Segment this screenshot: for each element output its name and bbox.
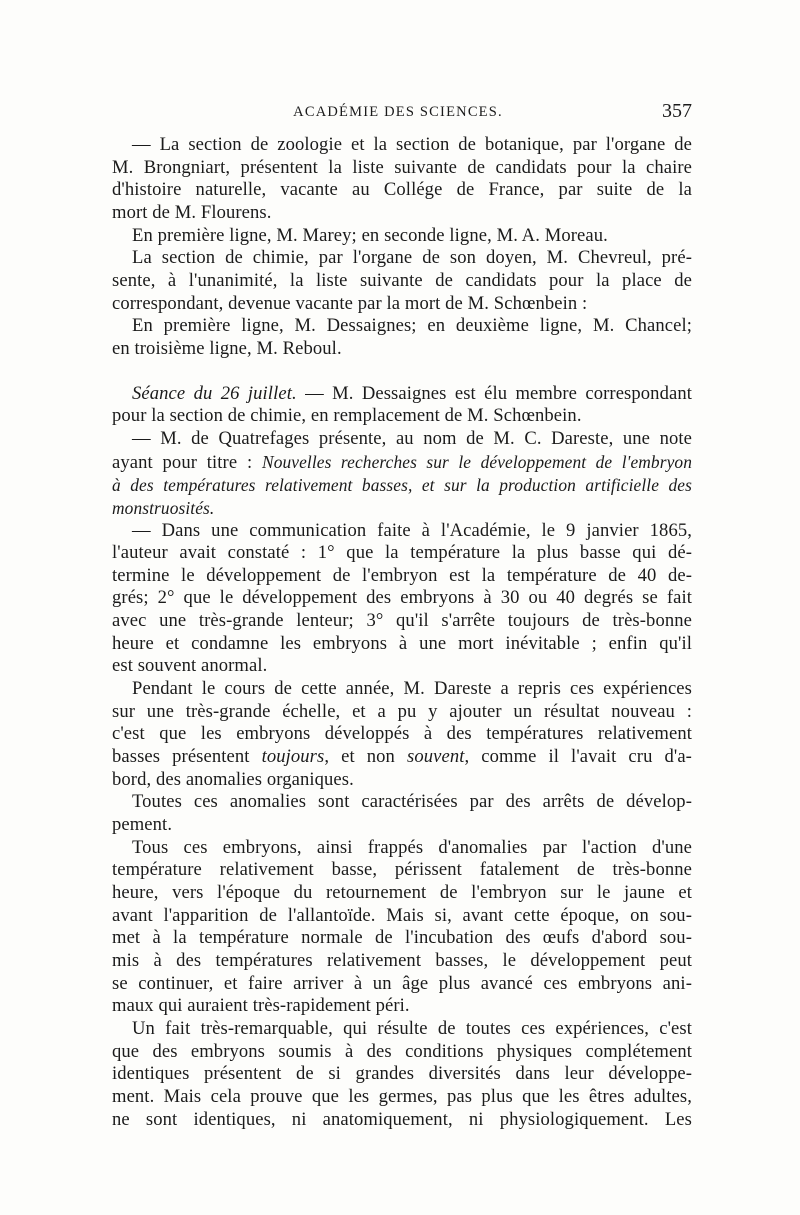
text-line: est souvent anormal.	[112, 655, 268, 677]
text-line: — M. de Quatrefages présente, au nom de M. C. Dareste, une note	[132, 427, 692, 449]
text-span: basses présentent	[112, 746, 262, 768]
paragraph-remarkable-fact	[112, 1018, 692, 1131]
text-line: bord, des anomalies organiques.	[112, 768, 354, 790]
paragraph-communication-1865	[112, 520, 692, 679]
paragraph-quatrefages-note	[112, 428, 692, 520]
paragraph-embryos-perish	[112, 837, 692, 1018]
note-title-continued: à des températures relativement basses, et sur la production artificielle des	[112, 475, 692, 496]
text-line: avec une très-grande lenteur; 3° qu'il s'arrête toujours de très-bonne	[112, 610, 692, 632]
paragraph-seance-26-juillet	[112, 383, 692, 428]
text-line: c'est que les embryons développés à des températures relativement	[112, 723, 692, 745]
paragraph-chemistry-section	[112, 247, 692, 315]
text-line: grés; 2° que le développement des embryons à 30 ou 40 degrés se fait	[112, 587, 692, 609]
text-line	[112, 451, 692, 475]
text-line: température relativement basse, périssent fatalement de très-bonne	[112, 859, 692, 881]
text-line: sur une très-grande échelle, et a pu y ajouter un résultat nouveau :	[112, 700, 692, 722]
text-line: mort de M. Flourens.	[112, 201, 272, 223]
page-number: 357	[662, 100, 692, 122]
note-title: Nouvelles recherches sur le développement de l'embryon	[262, 451, 693, 472]
text-line: ne sont identiques, ni anatomiquement, ni physiologiquement. Les	[112, 1108, 692, 1130]
text-line: maux qui auraient très-rapidement péri.	[112, 995, 410, 1017]
text-line: met à la température normale de l'incubation des œufs d'abord sou-	[112, 927, 692, 949]
page-header	[112, 100, 692, 124]
session-date-label: Séance du 26 juillet.	[132, 382, 297, 404]
paragraph-ranking-marey	[112, 225, 692, 248]
text-line: mis à des températures relativement basses, le développement peut	[112, 949, 692, 971]
text-line: La section de chimie, par l'organe de son doyen, M. Chevreul, pré-	[132, 247, 692, 269]
text-line: pour la section de chimie, en remplacement de M. Schœnbein.	[112, 405, 582, 427]
text-line: Pendant le cours de cette année, M. Dareste a repris ces expériences	[132, 678, 692, 700]
text-line: M. Brongniart, présentent la liste suivante de candidats pour la chaire	[112, 156, 692, 178]
paragraph-arrests	[112, 791, 692, 836]
text-line: termine le développement de l'embryon est la température de 40 de-	[112, 564, 692, 586]
text-line: sente, à l'unanimité, la liste suivante de candidats pour la place de	[112, 269, 692, 291]
text-line: identiques présentent de si grandes diversités dans leur développe-	[112, 1063, 692, 1085]
text-line: se continuer, et faire arriver à un âge plus avancé ces embryons ani-	[112, 972, 692, 994]
paragraph-ranking-dessaignes	[112, 315, 692, 360]
emphasis-souvent: souvent	[406, 746, 465, 768]
text-line: avant l'apparition de l'allantoïde. Mais si, avant cette époque, on sou-	[112, 904, 692, 926]
text-line: En première ligne, M. Dessaignes; en deuxième ligne, M. Chancel;	[132, 315, 692, 337]
text-line: que des embryons soumis à des conditions physiques complétement	[112, 1040, 692, 1062]
text-span: ayant pour titre :	[112, 451, 262, 473]
body-text	[112, 134, 692, 1131]
paragraph-candidates-natural-history	[112, 134, 692, 225]
text-line: ment. Mais cela prouve que les germes, pas plus que les êtres adultes,	[112, 1085, 692, 1107]
text-line: Toutes ces anomalies sont caractérisées par des arrêts de dévelop-	[132, 791, 692, 813]
text-line: d'histoire naturelle, vacante au Collége de France, par suite de la	[112, 179, 692, 201]
text-span: — M. Dessaignes est élu membre correspondant	[296, 382, 692, 404]
paragraph-new-result	[112, 678, 692, 791]
text-line: pement.	[112, 814, 173, 836]
text-line	[112, 746, 692, 769]
text-line: l'auteur avait constaté : 1° que la température la plus basse qui dé-	[112, 542, 692, 564]
text-span: , comme il l'avait cru d'a-	[464, 746, 692, 768]
text-span: , et non	[324, 746, 407, 768]
text-line: Un fait très-remarquable, qui résulte de toutes ces expériences, c'est	[132, 1017, 692, 1039]
running-head: ACADÉMIE DES SCIENCES.	[293, 104, 503, 120]
text-line: En première ligne, M. Marey; en seconde ligne, M. A. Moreau.	[132, 224, 608, 246]
text-line: heure et condamne les embryons à une mort inévitable ; enfin qu'il	[112, 632, 692, 654]
text-line: correspondant, devenue vacante par la mort de M. Schœnbein :	[112, 292, 588, 314]
text-line: — Dans une communication faite à l'Académie, le 9 janvier 1865,	[132, 519, 692, 541]
text-line: — La section de zoologie et la section de botanique, par l'organe de	[132, 134, 692, 155]
note-title-end: monstruosités.	[112, 497, 215, 518]
text-line: heure, vers l'époque du retournement de l'embryon sur le jaune et	[112, 882, 692, 903]
text-line: en troisième ligne, M. Reboul.	[112, 337, 342, 359]
text-line	[112, 383, 692, 406]
text-line: Tous ces embryons, ainsi frappés d'anomalies par l'action d'une	[132, 836, 692, 858]
emphasis-toujours: toujours	[261, 746, 325, 768]
